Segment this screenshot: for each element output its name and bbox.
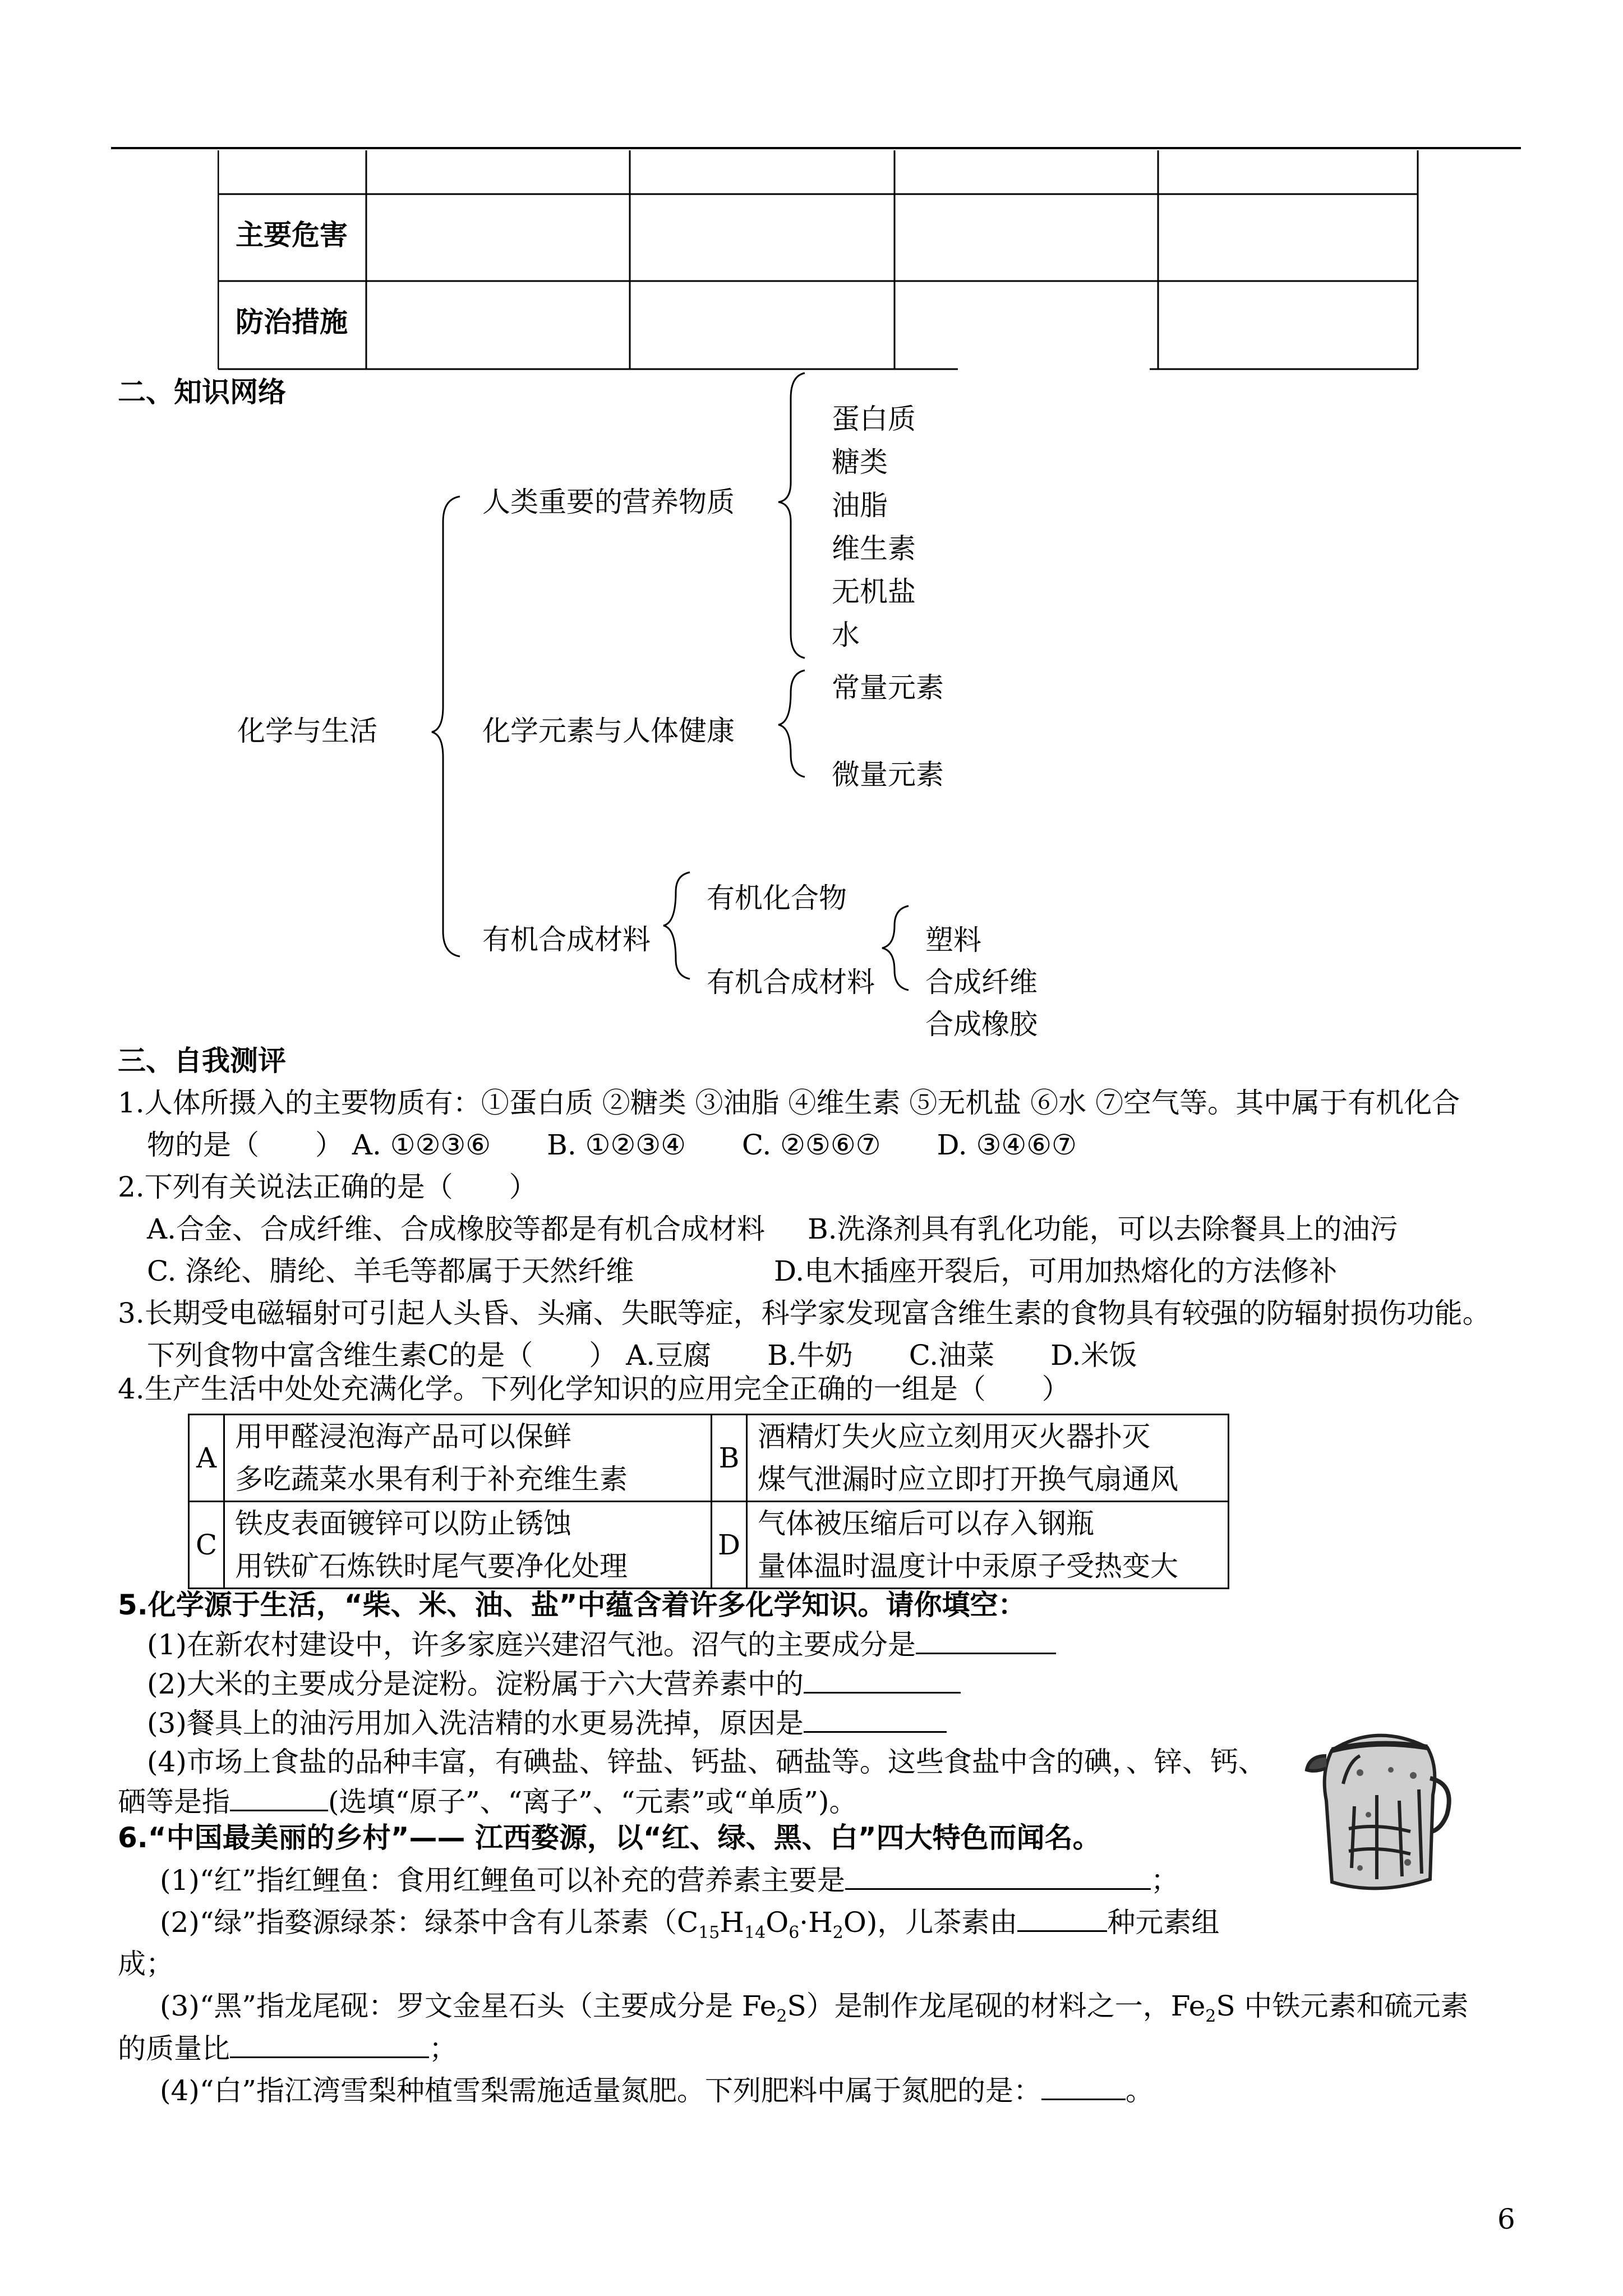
subscript: 2 bbox=[832, 1923, 843, 1943]
q2-stem: 2.下列有关说法正确的是（ ） bbox=[118, 1171, 537, 1203]
q5-part4-line1: (4)市场上食盐的品种丰富，有碘盐、锌盐、钙盐、硒盐等。这些食盐中含的碘，、锌、钙、 bbox=[147, 1746, 1266, 1778]
q5-part3 bbox=[147, 1705, 947, 1741]
q5-part1 bbox=[147, 1627, 1056, 1662]
q6-blank-2[interactable] bbox=[1017, 1904, 1107, 1932]
q6-part3 bbox=[160, 1989, 1469, 2026]
q6-part2-post: O)，儿茶素由 bbox=[843, 1906, 1018, 1939]
synthetic-item: 塑料 bbox=[925, 924, 981, 956]
network-branch-elements: 化学元素与人体健康 bbox=[482, 715, 735, 747]
q1-line2: 物的是（ ） A. ①②③⑥ B. ①②③④ C. ②⑤⑥⑦ D. ③④⑥⑦ bbox=[147, 1129, 1077, 1161]
header-rule bbox=[111, 147, 1521, 149]
q6-part1 bbox=[160, 1862, 1179, 1898]
q6-blank-4[interactable] bbox=[1041, 2073, 1126, 2100]
table-row bbox=[189, 1415, 1229, 1502]
subscript: 2 bbox=[1205, 2007, 1216, 2026]
nutrient-item: 无机盐 bbox=[832, 576, 916, 608]
q2-option-d: D.电木插座开裂后，可用加热熔化的方法修补 bbox=[774, 1255, 1338, 1287]
q6-part3-text: (3)“黑”指龙尾砚：罗文金星石头（主要成分是 Fe bbox=[160, 1990, 777, 2022]
q5-part2 bbox=[147, 1666, 961, 1701]
hazard-table bbox=[218, 150, 1419, 370]
q4-label-b: B bbox=[712, 1415, 747, 1502]
q4-label-c: C bbox=[189, 1502, 224, 1589]
q4-cell-c bbox=[224, 1502, 712, 1589]
subscript: 2 bbox=[776, 2007, 787, 2026]
q3-line1: 3.长期受电磁辐射可引起人头昏、头痛、失眠等症，科学家发现富含维生素的食物具有较强的防辐射损伤功能。 bbox=[118, 1297, 1491, 1329]
q5-part2-text: (2)大米的主要成分是淀粉。淀粉属于六大营养素中的 bbox=[147, 1668, 804, 1700]
q5-blank-4[interactable] bbox=[230, 1784, 328, 1811]
nutrient-item: 油脂 bbox=[832, 489, 888, 522]
row-label-prevention: 防治措施 bbox=[236, 306, 348, 338]
network-branch-nutrition: 人类重要的营养物质 bbox=[482, 486, 735, 518]
q4-c-line2: 用铁矿石炼铁时尾气要净化处理 bbox=[235, 1550, 628, 1582]
q4-label-d: D bbox=[712, 1502, 747, 1589]
nutrient-item: 糖类 bbox=[832, 446, 888, 478]
q5-part4-text: 硒等是指 bbox=[118, 1786, 230, 1818]
subscript: 15 bbox=[698, 1923, 720, 1943]
subscript: 6 bbox=[789, 1923, 800, 1943]
q6-part4-text: (4)“白”指江湾雪梨种植雪梨需施适量氮肥。下列肥料中属于氮肥的是： bbox=[160, 2074, 1041, 2107]
q1-line1: 1.人体所摄入的主要物质有：①蛋白质 ②糖类 ③油脂 ④维生素 ⑤无机盐 ⑥水 ⑦空气等。其中属于有机化合 bbox=[118, 1087, 1460, 1119]
q4-d-line1: 气体被压缩后可以存入钢瓶 bbox=[758, 1507, 1094, 1540]
q4-c-line1: 铁皮表面镀锌可以防止锈蚀 bbox=[235, 1507, 571, 1540]
q6-part2 bbox=[160, 1904, 1220, 1943]
q6-stem: 6.“中国最美丽的乡村”—— 江西婺源，以“红、绿、黑、白”四大特色而闻名。 bbox=[118, 1821, 1101, 1854]
q5-blank-1[interactable] bbox=[916, 1627, 1056, 1654]
q5-part4-line2 bbox=[118, 1784, 857, 1819]
section3-heading: 三、自我测评 bbox=[118, 1045, 286, 1077]
q6-part2-cont: 成； bbox=[118, 1948, 174, 1980]
q6-part2-text: (2)“绿”指婺源绿茶：绿茶中含有儿茶素（C bbox=[160, 1906, 699, 1939]
element-item: 常量元素 bbox=[832, 671, 944, 704]
nutrient-item: 维生素 bbox=[832, 532, 916, 565]
q6-part1-text: (1)“红”指红鲤鱼：食用红鲤鱼可以补充的营养素主要是 bbox=[160, 1864, 845, 1897]
q6-part2-o: O bbox=[766, 1906, 789, 1939]
q6-part3-cont-end: ； bbox=[429, 2032, 457, 2065]
q6-part2-mid: ·H bbox=[799, 1906, 833, 1939]
q6-blank-3[interactable] bbox=[230, 2031, 429, 2058]
q6-part2-tail: 种元素组 bbox=[1107, 1906, 1220, 1939]
synthetic-item: 合成纤维 bbox=[925, 966, 1038, 999]
q2-option-b: B.洗涤剂具有乳化功能，可以去除餐具上的油污 bbox=[808, 1213, 1398, 1245]
q4-cell-b bbox=[747, 1415, 1229, 1502]
q4-stem: 4.生产生活中处处充满化学。下列化学知识的应用完全正确的一组是（ ） bbox=[118, 1373, 1070, 1405]
q5-blank-2[interactable] bbox=[804, 1666, 961, 1694]
q6-part3-post: S 中铁元素和硫元素 bbox=[1216, 1990, 1469, 2022]
q4-a-line2: 多吃蔬菜水果有利于补充维生素 bbox=[235, 1463, 628, 1496]
q4-cell-d bbox=[747, 1502, 1229, 1589]
synthetic-item: 合成橡胶 bbox=[925, 1008, 1038, 1041]
nutrient-item: 水 bbox=[832, 619, 860, 651]
q3-line2: 下列食物中富含维生素C的是（ ） A.豆腐 B.牛奶 C.油菜 D.米饭 bbox=[147, 1339, 1137, 1372]
element-item: 微量元素 bbox=[832, 758, 944, 791]
section2-heading: 二、知识网络 bbox=[118, 376, 286, 408]
teapot-illustration bbox=[1293, 1717, 1461, 1902]
q2-option-a: A.合金、合成纤维、合成橡胶等都是有机合成材料 bbox=[147, 1213, 766, 1245]
q4-label-a: A bbox=[189, 1415, 224, 1502]
q6-blank-1[interactable] bbox=[845, 1862, 1151, 1890]
q6-part3-mid: S）是制作龙尾砚的材料之一，Fe bbox=[787, 1990, 1206, 2022]
page-number: 6 bbox=[1497, 2203, 1515, 2235]
subscript: 14 bbox=[744, 1923, 766, 1943]
q6-part4 bbox=[160, 2073, 1154, 2108]
q6-part2-h: H bbox=[720, 1906, 745, 1939]
q5-part1-text: (1)在新农村建设中，许多家庭兴建沼气池。沼气的主要成分是 bbox=[147, 1628, 916, 1661]
q5-part3-text: (3)餐具上的油污用加入洗洁精的水更易洗掉，原因是 bbox=[147, 1707, 804, 1740]
q6-part3-cont-text: 的质量比 bbox=[118, 2032, 230, 2065]
q4-a-line1: 用甲醛浸泡海产品可以保鲜 bbox=[235, 1420, 571, 1453]
q4-b-line2: 煤气泄漏时应立即打开换气扇通风 bbox=[758, 1463, 1178, 1496]
q4-cell-a bbox=[224, 1415, 712, 1502]
q6-part3-cont bbox=[118, 2031, 457, 2066]
network-branch-materials: 有机合成材料 bbox=[482, 923, 651, 956]
organic-compound: 有机化合物 bbox=[707, 882, 847, 914]
nutrient-item: 蛋白质 bbox=[832, 403, 916, 435]
q4-b-line1: 酒精灯失火应立刻用灭火器扑灭 bbox=[758, 1420, 1150, 1453]
q6-part4-end: 。 bbox=[1125, 2074, 1154, 2107]
q4-d-line2: 量体温时温度计中汞原子受热变大 bbox=[758, 1550, 1178, 1582]
q5-blank-3[interactable] bbox=[804, 1705, 947, 1733]
row-label-hazard: 主要危害 bbox=[236, 219, 348, 251]
q5-stem: 5.化学源于生活，“柴、米、油、盐”中蕴含着许多化学知识。请你填空： bbox=[118, 1589, 1026, 1621]
network-root: 化学与生活 bbox=[237, 715, 377, 747]
table-row bbox=[189, 1502, 1229, 1589]
q5-part4-hint: (选填“原子”、“离子”、“元素”或“单质”)。 bbox=[328, 1786, 857, 1818]
hazard-table-grid bbox=[218, 150, 1419, 370]
q2-option-c: C. 涤纶、腈纶、羊毛等都属于天然纤维 bbox=[147, 1255, 634, 1287]
synthetic-materials: 有机合成材料 bbox=[707, 966, 875, 999]
q6-part1-end: ； bbox=[1150, 1864, 1179, 1897]
q4-options-table bbox=[188, 1414, 1229, 1589]
